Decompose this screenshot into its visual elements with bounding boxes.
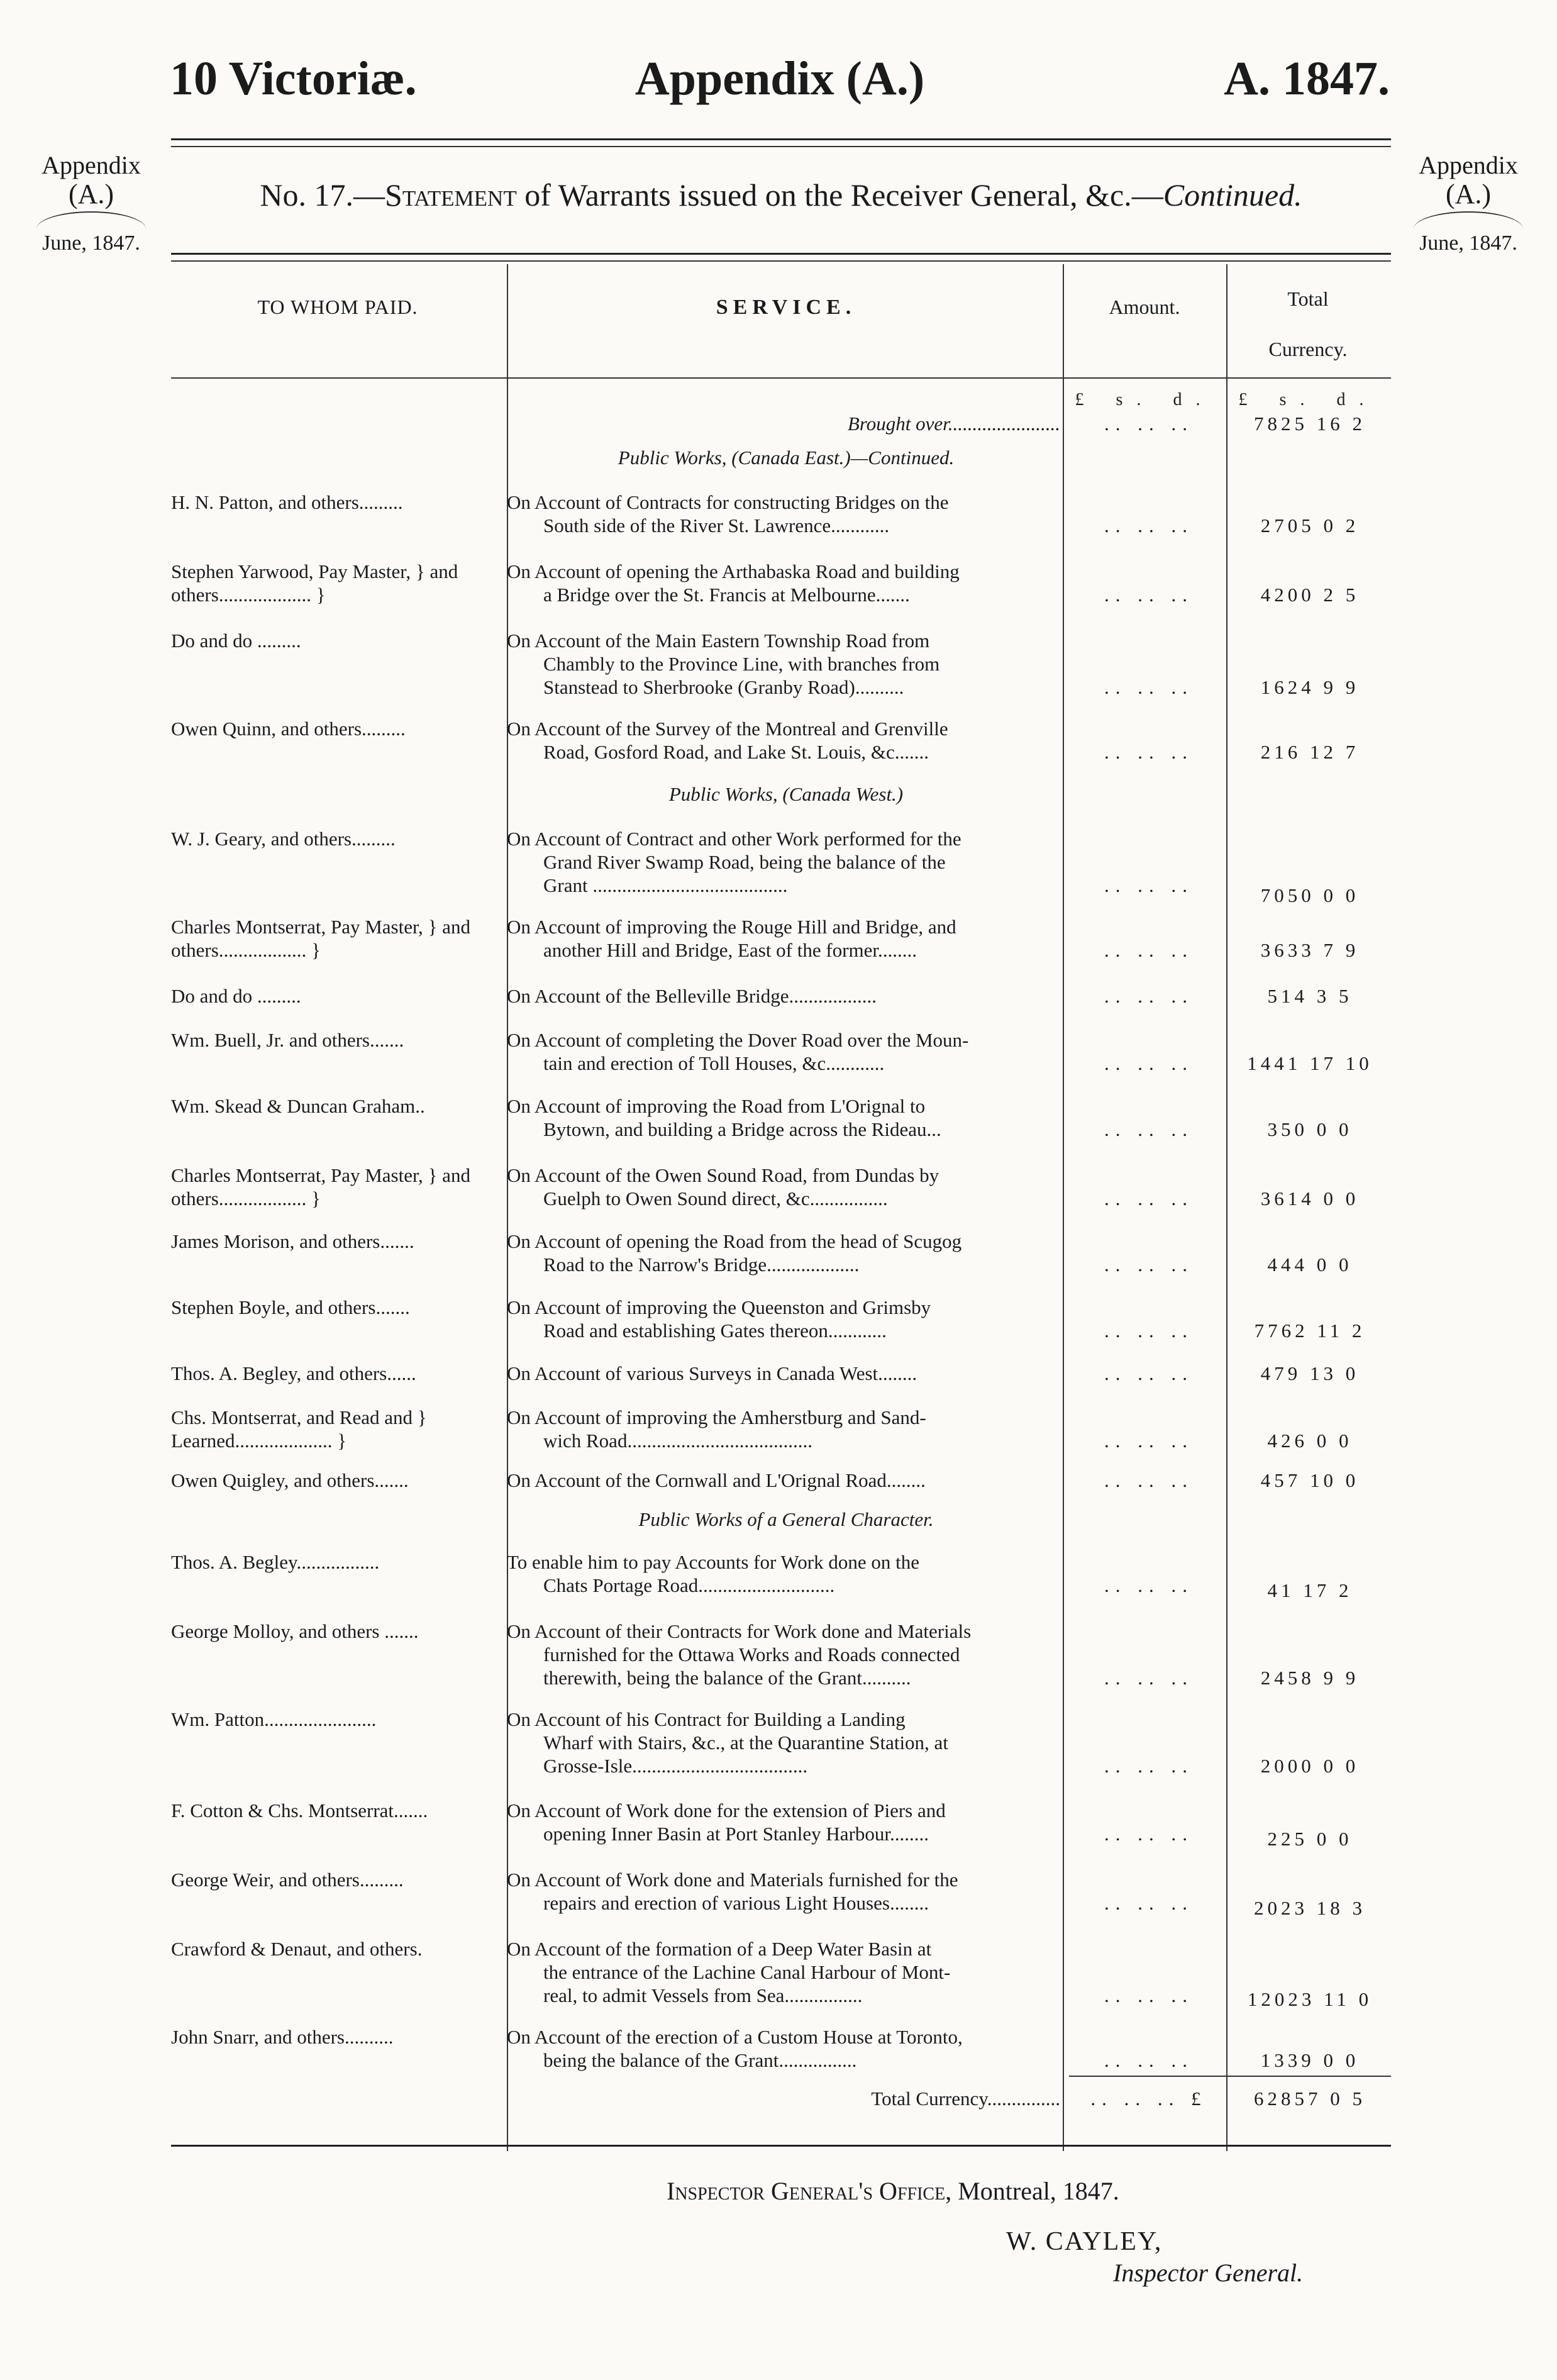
sidenote-left <box>25 151 157 258</box>
running-head-left: 10 Victoriæ. <box>170 52 417 105</box>
total: 3614 0 0 <box>1260 1187 1360 1209</box>
service-line: opening Inner Basin at Port Stanley Harbour........ <box>543 1823 929 1845</box>
total: 216 12 7 <box>1260 741 1360 763</box>
service <box>507 984 1060 1008</box>
total: 514 3 5 <box>1267 985 1353 1007</box>
amount: .. .. .. <box>1104 1362 1194 1384</box>
payee: George Molloy, and others ....... <box>171 1620 419 1642</box>
service-line: Grant ........................................ <box>543 874 788 896</box>
amount: .. .. .. <box>1104 939 1194 961</box>
payee: Do and do ......... <box>171 630 301 652</box>
service-line: On Account of Contracts for constructing Bridges on the <box>507 491 949 513</box>
service-line: On Account of their Contracts for Work done and Materials <box>507 1620 972 1642</box>
service-line: On Account of the formation of a Deep Water Basin at <box>507 1938 932 1960</box>
service-line: tain and erection of Toll Houses, &c............ <box>543 1052 885 1074</box>
section-canada-west: Public Works, (Canada West.) <box>668 783 904 805</box>
total: 2000 0 0 <box>1260 1755 1360 1777</box>
brought-over-label: Brought over....................... <box>847 413 1060 435</box>
service <box>507 1868 1060 1915</box>
running-head-right: A. 1847. <box>1224 52 1390 105</box>
service-line: real, to admit Vessels from Sea................ <box>543 1984 863 2006</box>
payee: F. Cotton & Chs. Montserrat....... <box>171 1799 428 1821</box>
payee: Crawford & Denaut, and others. <box>171 1938 423 1960</box>
service <box>507 1164 1060 1210</box>
service <box>507 915 1060 962</box>
total: 2023 18 3 <box>1254 1897 1366 1919</box>
service-line: On Account of improving the Amherstburg and Sand- <box>507 1406 926 1428</box>
total: 2705 0 2 <box>1260 514 1360 537</box>
column-divider-service <box>1063 264 1064 2151</box>
header-rule-thin <box>171 146 1391 147</box>
sidenote-right-letter: (A.) <box>1445 179 1492 209</box>
title-caps: Statement <box>385 177 517 213</box>
total-currency-value: 62857 0 5 <box>1254 2088 1366 2110</box>
service-line: On Account of his Contract for Building a Landing <box>507 1708 906 1730</box>
payee: Charles Montserrat, Pay Master, } and others.................. } <box>171 916 470 961</box>
service <box>507 491 1060 537</box>
service-line: wich Road...................................... <box>543 1430 812 1452</box>
payee: John Snarr, and others.......... <box>171 2026 394 2048</box>
service <box>507 560 1060 606</box>
total: 350 0 0 <box>1267 1118 1353 1140</box>
service <box>507 1937 1060 2007</box>
total: 2458 9 9 <box>1260 1667 1360 1689</box>
brought-over-amount: .. .. .. <box>1104 413 1194 435</box>
amount: .. .. .. <box>1104 1469 1194 1491</box>
column-header-amount: Amount. <box>1109 296 1180 318</box>
service-line: Bytown, and building a Bridge across the Rideau... <box>543 1118 941 1140</box>
title-rule-thin <box>171 260 1391 262</box>
service-line: repairs and erection of various Light Houses........ <box>543 1892 929 1914</box>
amount: .. .. .. <box>1104 1823 1194 1845</box>
total: 426 0 0 <box>1267 1430 1353 1452</box>
service <box>507 1469 1060 1492</box>
amount: .. .. .. <box>1104 1574 1194 1596</box>
office-caps: Inspector General's Office, <box>667 2177 952 2205</box>
service <box>507 717 1060 764</box>
amount: .. .. .. <box>1104 514 1194 537</box>
service-line: Road, Gosford Road, and Lake St. Louis, &c....... <box>543 741 929 763</box>
title-rule <box>171 253 1391 255</box>
total: 457 10 0 <box>1260 1469 1360 1491</box>
amount: .. .. .. <box>1104 1052 1194 1074</box>
service-line: South side of the River St. Lawrence............ <box>543 514 890 537</box>
service-line: On Account of improving the Road from L'Orignal to <box>507 1095 926 1117</box>
brought-over-total: 7825 16 2 <box>1254 413 1366 435</box>
payee: W. J. Geary, and others......... <box>171 828 396 850</box>
payee: Owen Quigley, and others....... <box>171 1469 409 1491</box>
amount: .. .. .. <box>1104 1320 1194 1342</box>
amount: .. .. .. <box>1104 2049 1194 2071</box>
section-canada-east: Public Works, (Canada East.)—Continued. <box>618 447 955 469</box>
total: 444 0 0 <box>1267 1254 1353 1276</box>
service <box>507 629 1060 699</box>
service-line: On Account of Work done and Materials furnished for the <box>507 1869 958 1891</box>
service <box>507 1094 1060 1141</box>
service-line: On Account of the Belleville Bridge.................. <box>507 985 877 1007</box>
column-header-total-line2: Currency. <box>1268 338 1348 360</box>
signature: W. CAYLEY, <box>1006 2227 1163 2256</box>
amount: .. .. .. <box>1104 1667 1194 1689</box>
header-rule <box>171 138 1391 140</box>
service-line: Chats Portage Road............................ <box>543 1574 835 1596</box>
title-prefix: No. 17.— <box>260 177 385 213</box>
service-line: On Account of improving the Queenston and Grimsby <box>507 1296 931 1318</box>
service <box>507 1620 1060 1689</box>
running-head-center: Appendix (A.) <box>634 52 925 105</box>
service-line: Road to the Narrow's Bridge................... <box>543 1254 860 1276</box>
total: 7762 11 2 <box>1254 1320 1366 1342</box>
payee: Stephen Yarwood, Pay Master, } and others................... } <box>171 560 458 606</box>
service <box>507 1230 1060 1276</box>
service-line: Grosse-Isle.................................... <box>543 1755 808 1777</box>
total: 4200 2 5 <box>1260 584 1360 606</box>
sidenote-left-date: June, 1847. <box>42 231 140 255</box>
payee: Charles Montserrat, Pay Master, } and others.................. } <box>171 1164 470 1209</box>
amount: .. .. .. <box>1104 584 1194 606</box>
amount: .. .. .. <box>1104 1430 1194 1452</box>
total: 12023 11 0 <box>1247 1988 1373 2010</box>
total: 225 0 0 <box>1267 1828 1353 1850</box>
service <box>507 827 1060 897</box>
amount-money-head: £ s. d. <box>1075 390 1214 409</box>
footer-rule <box>171 2145 1391 2147</box>
service-line: the entrance of the Lachine Canal Harbour of Mont- <box>543 1961 951 1983</box>
running-head <box>170 44 1390 113</box>
column-header-total <box>1226 274 1390 374</box>
payee: George Weir, and others......... <box>171 1869 404 1891</box>
service-line: On Account of Work done for the extension of Piers and <box>507 1799 946 1821</box>
sidenote-right <box>1402 151 1534 258</box>
payee: Thos. A. Begley................. <box>171 1551 380 1573</box>
service <box>507 1406 1060 1452</box>
amount: .. .. .. <box>1104 1187 1194 1209</box>
payee: James Morison, and others....... <box>171 1230 414 1252</box>
service-line: Grand River Swamp Road, being the balance of the <box>543 851 946 873</box>
payee: Owen Quinn, and others......... <box>171 718 406 740</box>
sidenote-right-brace <box>1414 211 1523 229</box>
sidenote-left-brace <box>36 211 146 229</box>
service-line: therewith, being the balance of the Grant.......... <box>543 1667 911 1689</box>
amount: .. .. .. <box>1104 676 1194 698</box>
total: 41 17 2 <box>1267 1579 1353 1601</box>
service-line: On Account of opening the Road from the head of Scugog <box>507 1230 962 1252</box>
service-line: On Account of improving the Rouge Hill and Bridge, and <box>507 916 956 938</box>
service-line: Road and establishing Gates thereon............ <box>543 1320 887 1342</box>
title-italic: Continued. <box>1163 177 1302 213</box>
amount: .. .. .. <box>1104 741 1194 763</box>
amount: .. .. .. <box>1104 1254 1194 1276</box>
total: 1339 0 0 <box>1260 2049 1360 2071</box>
amount: .. .. .. <box>1104 874 1194 896</box>
amount: .. .. .. <box>1104 1118 1194 1140</box>
payee: Thos. A. Begley, and others...... <box>171 1362 416 1384</box>
service-line: To enable him to pay Accounts for Work done on the <box>507 1551 919 1573</box>
amount: .. .. .. <box>1104 1892 1194 1914</box>
amount: .. .. .. <box>1104 1755 1194 1777</box>
service <box>507 1028 1060 1075</box>
total-currency-label: Total Currency............... <box>871 2088 1060 2110</box>
service-line: another Hill and Bridge, East of the former........ <box>543 939 917 961</box>
service <box>507 1550 1060 1597</box>
column-header-service: SERVICE. <box>716 296 856 319</box>
payee: Chs. Montserrat, and Read and } Learned.................... } <box>171 1406 427 1452</box>
payee: Stephen Boyle, and others....... <box>171 1296 410 1318</box>
total: 3633 7 9 <box>1260 939 1360 961</box>
payee: H. N. Patton, and others......... <box>171 491 403 513</box>
total: 7050 0 0 <box>1260 884 1360 906</box>
office-line <box>667 2176 1119 2206</box>
payee: Do and do ......... <box>171 985 301 1007</box>
service-line: On Account of the erection of a Custom House at Toronto, <box>507 2026 963 2048</box>
office-rest: Montreal, 1847. <box>951 2177 1119 2205</box>
sidenote-left-letter: (A.) <box>68 179 114 209</box>
column-header-total-line1: Total <box>1287 287 1329 310</box>
total: 479 13 0 <box>1260 1362 1360 1384</box>
payee: Wm. Patton....................... <box>171 1708 377 1730</box>
service-line: On Account of completing the Dover Road over the Moun- <box>507 1029 969 1051</box>
amount: .. .. .. <box>1104 985 1194 1007</box>
column-header-rule <box>171 377 1391 379</box>
payee: Wm. Buell, Jr. and others....... <box>171 1029 404 1051</box>
service <box>507 1799 1060 1845</box>
signatory-title: Inspector General. <box>1113 2259 1304 2287</box>
service-line: On Account of the Main Eastern Township Road from <box>507 630 930 652</box>
service-line: furnished for the Ottawa Works and Roads connected <box>543 1643 960 1665</box>
title-middle: of Warrants issued on the Receiver General, &c.— <box>516 177 1163 213</box>
sidenote-right-date: June, 1847. <box>1419 231 1517 255</box>
column-header-paid: TO WHOM PAID. <box>257 296 418 318</box>
statement-title <box>171 176 1391 214</box>
service <box>507 2025 1060 2072</box>
service-line: Guelph to Owen Sound direct, &c................ <box>543 1187 888 1209</box>
service-line: Stanstead to Sherbrooke (Granby Road).......... <box>543 676 904 698</box>
amount: .. .. .. <box>1104 1984 1194 2006</box>
sidenote-left-appendix: Appendix <box>42 151 141 179</box>
total-money-head: £ s. d. <box>1238 390 1378 409</box>
section-general: Public Works of a General Character. <box>638 1508 934 1530</box>
service <box>507 1296 1060 1342</box>
service-line: On Account of the Cornwall and L'Orignal Road........ <box>507 1469 926 1491</box>
total: 1624 9 9 <box>1260 676 1360 698</box>
payee: Wm. Skead & Duncan Graham.. <box>171 1095 425 1117</box>
service-line: a Bridge over the St. Francis at Melbourne....... <box>543 584 910 606</box>
service-line: Chambly to the Province Line, with branches from <box>543 653 940 675</box>
service-line: On Account of the Survey of the Montreal and Grenville <box>507 718 948 740</box>
service-line: On Account of opening the Arthabaska Road and building <box>507 560 960 582</box>
service <box>507 1362 1060 1385</box>
service-line: On Account of the Owen Sound Road, from Dundas by <box>507 1164 939 1186</box>
service-line: being the balance of the Grant................ <box>543 2049 857 2071</box>
total: 1441 17 10 <box>1247 1052 1373 1074</box>
service-line: Wharf with Stairs, &c., at the Quarantine Station, at <box>543 1732 948 1754</box>
total-rule <box>1069 2076 1391 2077</box>
service-line: On Account of various Surveys in Canada West........ <box>507 1362 917 1384</box>
total-currency-amount: .. .. .. £ <box>1090 2088 1207 2110</box>
service-line: On Account of Contract and other Work performed for the <box>507 828 961 850</box>
sidenote-right-appendix: Appendix <box>1419 151 1518 179</box>
service <box>507 1708 1060 1777</box>
